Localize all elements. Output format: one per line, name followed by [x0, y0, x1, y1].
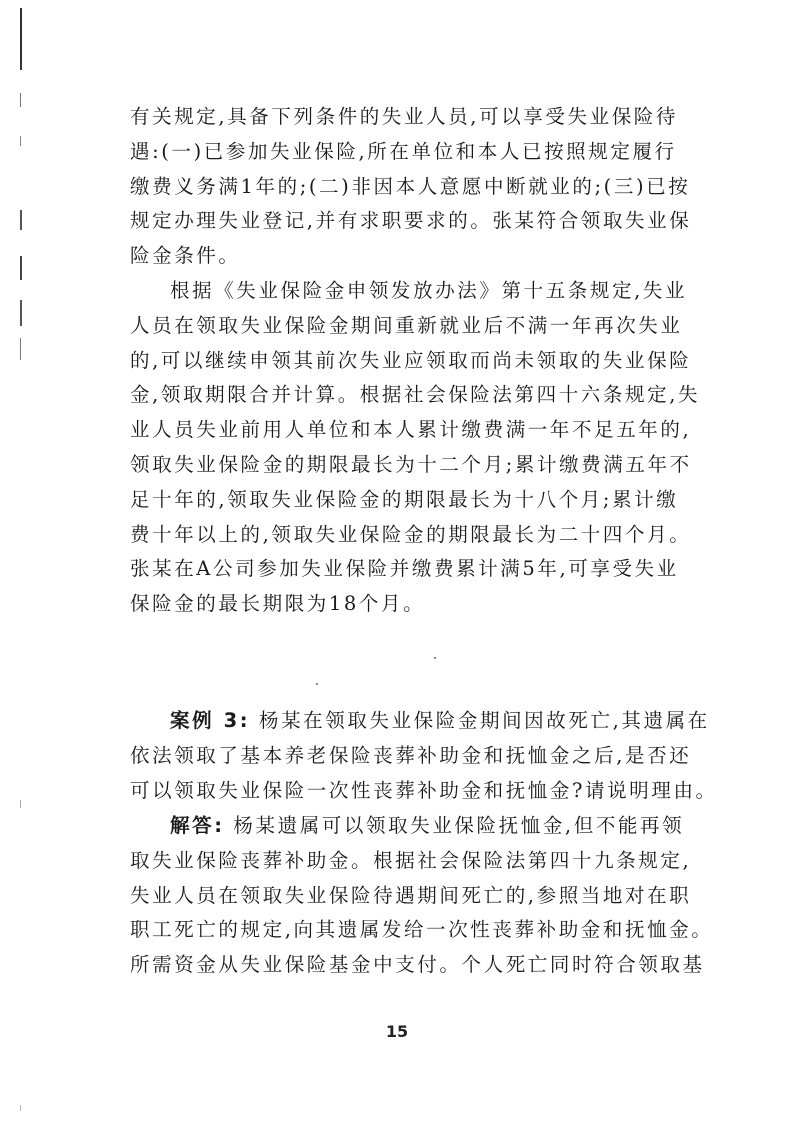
text-line: 失业人员在领取失业保险待遇期间死亡的,参照当地对在职 [130, 883, 692, 907]
case-3-answer [130, 809, 714, 983]
text-line: 险金条件。 [130, 244, 241, 268]
scan-edge-mark [20, 256, 22, 280]
case-3-question [130, 704, 718, 808]
scan-speck [316, 683, 318, 685]
scan-edge-mark [20, 136, 21, 146]
text-line: 依法领取了基本养老保险丧葬补助金和抚恤金之后,是否还 [130, 743, 692, 767]
text-line: 业人员失业前用人单位和本人累计缴费满一年不足五年的, [130, 418, 692, 442]
text-line: 可以领取失业保险一次性丧葬补助金和抚恤金?请说明理由。 [130, 778, 718, 802]
paragraph-continuation [130, 100, 692, 274]
text-line: 人员在领取失业保险金期间重新就业后不满一年再次失业 [130, 313, 683, 337]
text-line [130, 809, 685, 844]
text-line: 保险金的最长期限为18个月。 [130, 592, 426, 616]
answer-label: 解答: [170, 814, 225, 837]
text-line: 职工死亡的规定,向其遗属发给一次性丧葬补助金和抚恤金。 [130, 918, 714, 942]
text-line: 足十年的,领取失业保险金的期限最长为十八个月;累计缴 [130, 487, 679, 511]
text-line: 金,领取期限合并计算。根据社会保险法第四十六条规定,失 [130, 383, 701, 407]
text-line: 所需资金从失业保险基金中支付。个人死亡同时符合领取基 [130, 953, 705, 977]
paragraph-regulation [130, 274, 701, 622]
text-line: 根据《失业保险金申领发放办法》第十五条规定,失业 [170, 279, 688, 302]
scan-edge-mark [20, 93, 21, 107]
text-line: 规定办理失业登记,并有求职要求的。张某符合领取失业保 [130, 209, 692, 233]
scan-edge-mark [20, 8, 22, 70]
scan-speck [434, 657, 436, 659]
text-line: 的,可以继续申领其前次失业应领取而尚未领取的失业保险 [130, 348, 692, 372]
scan-edge-mark [20, 210, 22, 230]
scan-edge-mark [20, 1105, 21, 1111]
scan-edge-mark [20, 338, 21, 360]
text-line: 费十年以上的,领取失业保险金的期限最长为二十四个月。 [130, 522, 692, 546]
answer-text: 杨某遗属可以领取失业保险抚恤金,但不能再领 [233, 814, 685, 837]
text-line: 缴费义务满1年的;(二)非因本人意愿中断就业的;(三)已按 [130, 174, 691, 198]
text-line: 张某在A公司参加失业保险并缴费累计满5年,可享受失业 [130, 557, 679, 581]
text-line: 取失业保险丧葬补助金。根据社会保险法第四十九条规定, [130, 848, 692, 872]
scan-edge-mark [20, 300, 22, 326]
scan-edge-mark [20, 800, 21, 808]
text-line [130, 704, 710, 739]
page-number: 15 [385, 1022, 409, 1041]
case-label: 案例 3: [170, 709, 251, 732]
text-line: 遇:(一)已参加失业保险,所在单位和本人已按照规定履行 [130, 139, 677, 163]
case-text: 杨某在领取失业保险金期间因故死亡,其遗属在 [258, 709, 710, 732]
text-line: 领取失业保险金的期限最长为十二个月;累计缴费满五年不 [130, 452, 692, 476]
text-line: 有关规定,具备下列条件的失业人员,可以享受失业保险待 [130, 105, 678, 128]
